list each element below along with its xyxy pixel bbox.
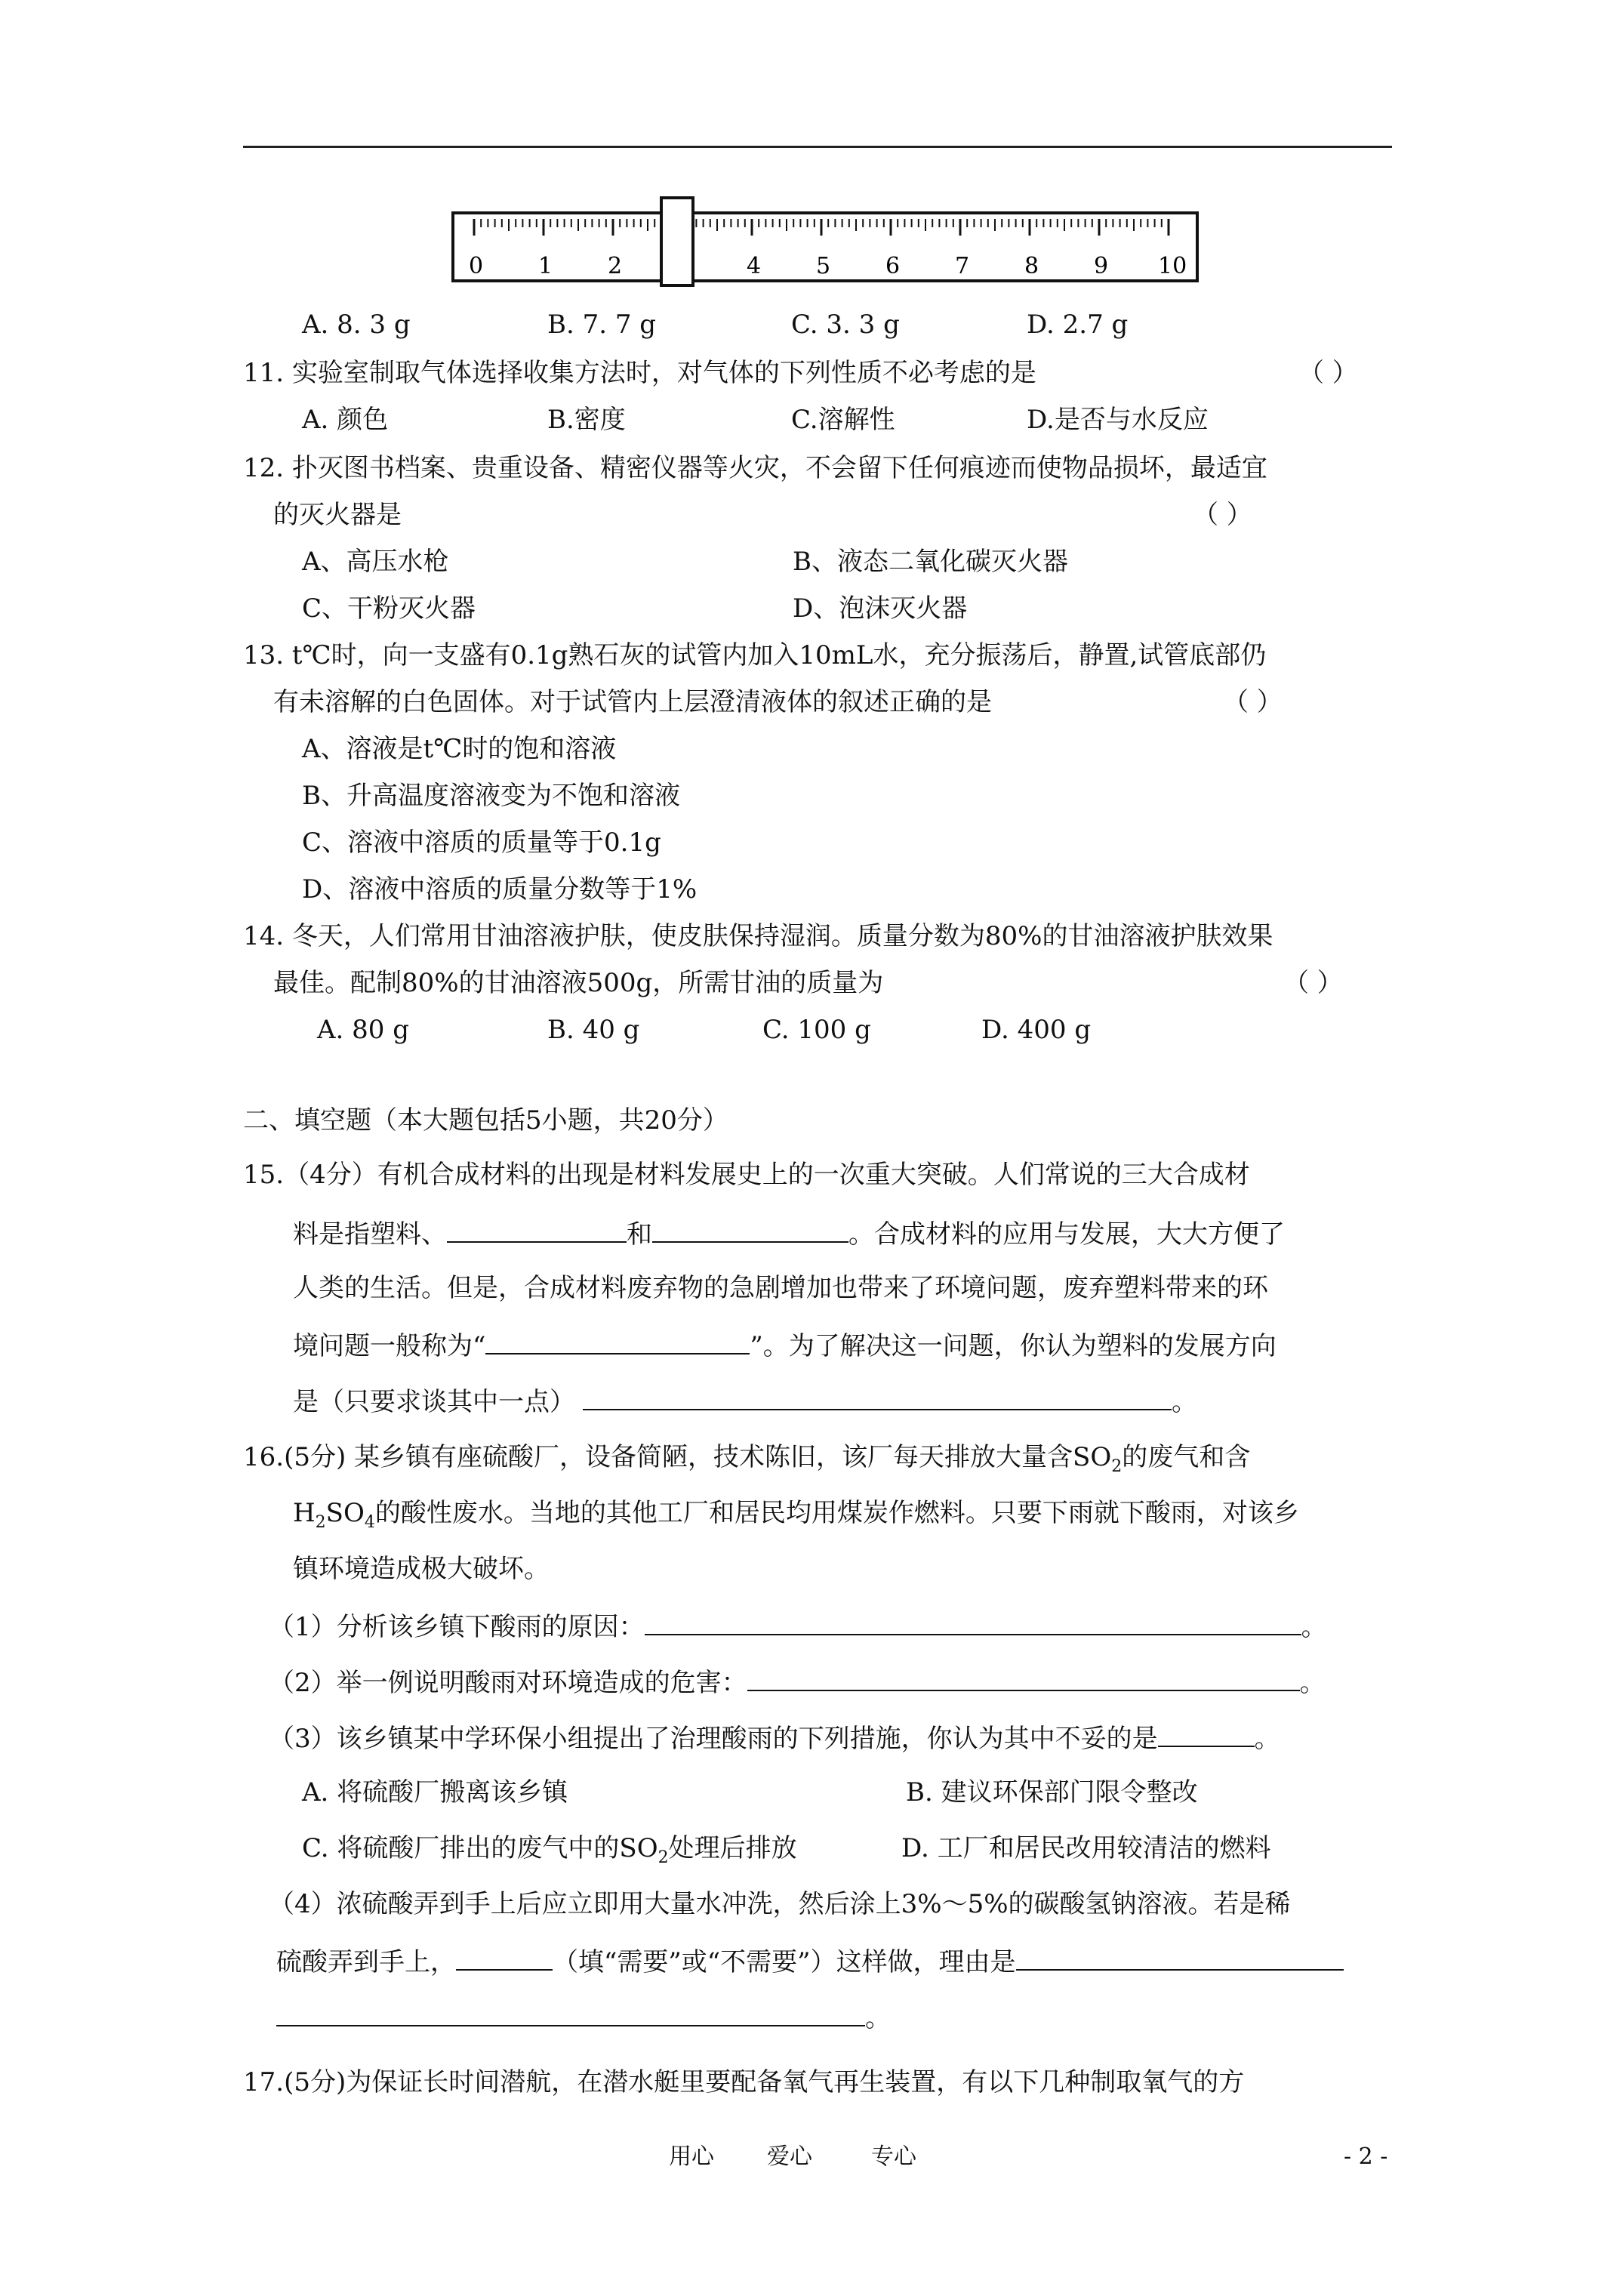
q10-option-d: D. 2.7 g: [1027, 310, 1129, 340]
q10-option-c: C. 3. 3 g: [791, 310, 900, 340]
section-heading: 二、填空题（本大题包括5小题，共20分）: [243, 1105, 728, 1136]
q16-line2: $H_2SO_4$的酸性废水。当地的其他工厂和居民均用煤炭作燃料。只要下雨就下酸雨，对该乡: [293, 1498, 1299, 1532]
q11-answer-paren: （ ）: [1298, 358, 1358, 388]
q11-option-c: C.溶解性: [791, 405, 895, 435]
q16-part4-line3: 。: [276, 1999, 891, 2035]
q13-option-d: D、溶液中溶质的质量分数等于1%: [302, 874, 698, 905]
page-number: - 2 -: [1344, 2143, 1388, 2170]
ruler-tick-label: 6: [885, 253, 901, 279]
q10-option-b: B. 7. 7 g: [547, 310, 657, 340]
q14-stem-line2: 最佳。配制80%的甘油溶液500g，所需甘油的质量为: [273, 968, 884, 998]
q13-option-c: C、溶液中溶质的质量等于0.1g: [302, 827, 661, 858]
footer-text-3: 专心: [871, 2143, 916, 2170]
q15-blank-4[interactable]: [583, 1383, 1172, 1410]
ruler-tick-label: 1: [538, 253, 553, 279]
q16-option-c: C. 将硫酸厂排出的废气中的$SO_2$处理后排放: [302, 1833, 797, 1867]
q16-option-b: B. 建议环保部门限令整改: [906, 1777, 1198, 1808]
q16-blank-4[interactable]: [456, 1943, 553, 1971]
q10-option-a: A. 8. 3 g: [302, 310, 411, 340]
q15-blank-1[interactable]: [447, 1216, 627, 1243]
ruler-tick-label: 4: [747, 253, 762, 279]
q14-option-d: D. 400 g: [981, 1015, 1092, 1045]
ruler-tick-label: 7: [955, 253, 970, 279]
q11-option-a: A. 颜色: [302, 405, 389, 435]
q14-option-a: A. 80 g: [317, 1015, 410, 1045]
ruler-tick-label: 10: [1158, 253, 1187, 279]
q16-part1: （1）分析该乡镇下酸雨的原因： 。: [269, 1608, 1327, 1644]
q12-answer-paren: （ ）: [1193, 500, 1252, 530]
q16-blank-6[interactable]: [276, 1999, 865, 2026]
q16-line1: 16.(5分) 某乡镇有座硫酸厂，设备简陋，技术陈旧，该厂每天排放大量含$SO_2$的废气和含: [243, 1442, 1251, 1476]
q16-blank-3[interactable]: [1158, 1720, 1255, 1747]
ruler-tick-label: 8: [1024, 253, 1039, 279]
q13-option-b: B、升高温度溶液变为不饱和溶液: [302, 781, 680, 811]
q16-blank-2[interactable]: [747, 1664, 1300, 1691]
q16-blank-5[interactable]: [1016, 1943, 1344, 1971]
q15-line2: 料是指塑料、 和 。合成材料的应用与发展，大大方便了: [293, 1216, 1285, 1251]
q14-option-b: B. 40 g: [547, 1015, 640, 1045]
q16-line3: 镇环境造成极大破坏。: [293, 1554, 550, 1584]
q13-option-a: A、溶液是t℃时的饱和溶液: [302, 734, 617, 764]
q11-stem: 11. 实验室制取气体选择收集方法时，对气体的下列性质不必考虑的是: [243, 358, 1036, 388]
q16-part3: （3）该乡镇某中学环保小组提出了治理酸雨的下列措施，你认为其中不妥的是 。: [269, 1720, 1280, 1755]
q13-answer-paren: （ ）: [1223, 687, 1283, 717]
q15-blank-3[interactable]: [485, 1327, 750, 1354]
q16-blank-1[interactable]: [645, 1608, 1301, 1635]
q17-line1: 17.(5分)为保证长时间潜航，在潜水艇里要配备氧气再生装置，有以下几种制取氧气的方: [243, 2067, 1245, 2097]
footer-text-2: 爱心: [767, 2143, 812, 2170]
q13-stem-line2: 有未溶解的白色固体。对于试管内上层澄清液体的叙述正确的是: [273, 687, 992, 717]
q12-option-c: C、干粉灭火器: [302, 593, 476, 624]
balance-ruler-figure: [451, 196, 1199, 287]
ruler-tick-label: 2: [608, 253, 623, 279]
q15-line5: 是（只要求谈其中一点） 。: [293, 1383, 1197, 1419]
q15-blank-2[interactable]: [652, 1216, 848, 1243]
q12-stem-line2: 的灭火器是: [273, 500, 402, 530]
ruler-tick-label: 5: [816, 253, 831, 279]
rider-weight: [661, 198, 693, 285]
q16-part2: （2）举一例说明酸雨对环境造成的危害： 。: [269, 1664, 1326, 1700]
q16-option-a: A. 将硫酸厂搬离该乡镇: [302, 1777, 568, 1808]
q12-stem-line1: 12. 扑灭图书档案、贵重设备、精密仪器等火灾，不会留下任何痕迹而使物品损坏，最适宜: [243, 453, 1267, 483]
q15-line1: 15.（4分）有机合成材料的出现是材料发展史上的一次重大突破。人们常说的三大合成材: [243, 1160, 1250, 1190]
ruler-tick-label: 0: [469, 253, 484, 279]
q14-option-c: C. 100 g: [762, 1015, 871, 1045]
header-rule: [243, 146, 1392, 148]
q13-stem-line1: 13. t℃时，向一支盛有0.1g熟石灰的试管内加入10mL水，充分振荡后，静置,试管底部仍: [243, 640, 1267, 670]
q16-part4-line1: （4）浓硫酸弄到手上后应立即用大量水冲洗，然后涂上3%～5%的碳酸氢钠溶液。若是稀: [269, 1889, 1291, 1919]
q16-part4-line2: 硫酸弄到手上， （填“需要”或“不需要”）这样做，理由是: [276, 1943, 1344, 1979]
q14-stem-line1: 14. 冬天，人们常用甘油溶液护肤，使皮肤保持湿润。质量分数为80%的甘油溶液护肤效果: [243, 921, 1273, 951]
q12-option-b: B、液态二氧化碳灭火器: [793, 547, 1068, 577]
q11-option-b: B.密度: [547, 405, 626, 435]
q14-answer-paren: （ ）: [1283, 968, 1343, 998]
footer-text-1: 用心: [669, 2143, 714, 2170]
q16-option-d: D. 工厂和居民改用较清洁的燃料: [901, 1833, 1271, 1863]
q15-line4: 境问题一般称为“ ”。为了解决这一问题，你认为塑料的发展方向: [293, 1327, 1277, 1363]
q12-option-a: A、高压水枪: [302, 547, 449, 577]
q12-option-d: D、泡沫灭火器: [793, 593, 968, 624]
q11-option-d: D.是否与水反应: [1027, 405, 1209, 435]
q15-line3: 人类的生活。但是，合成材料废弃物的急剧增加也带来了环境问题，废弃塑料带来的环: [293, 1273, 1268, 1303]
ruler-tick-label: 9: [1094, 253, 1109, 279]
